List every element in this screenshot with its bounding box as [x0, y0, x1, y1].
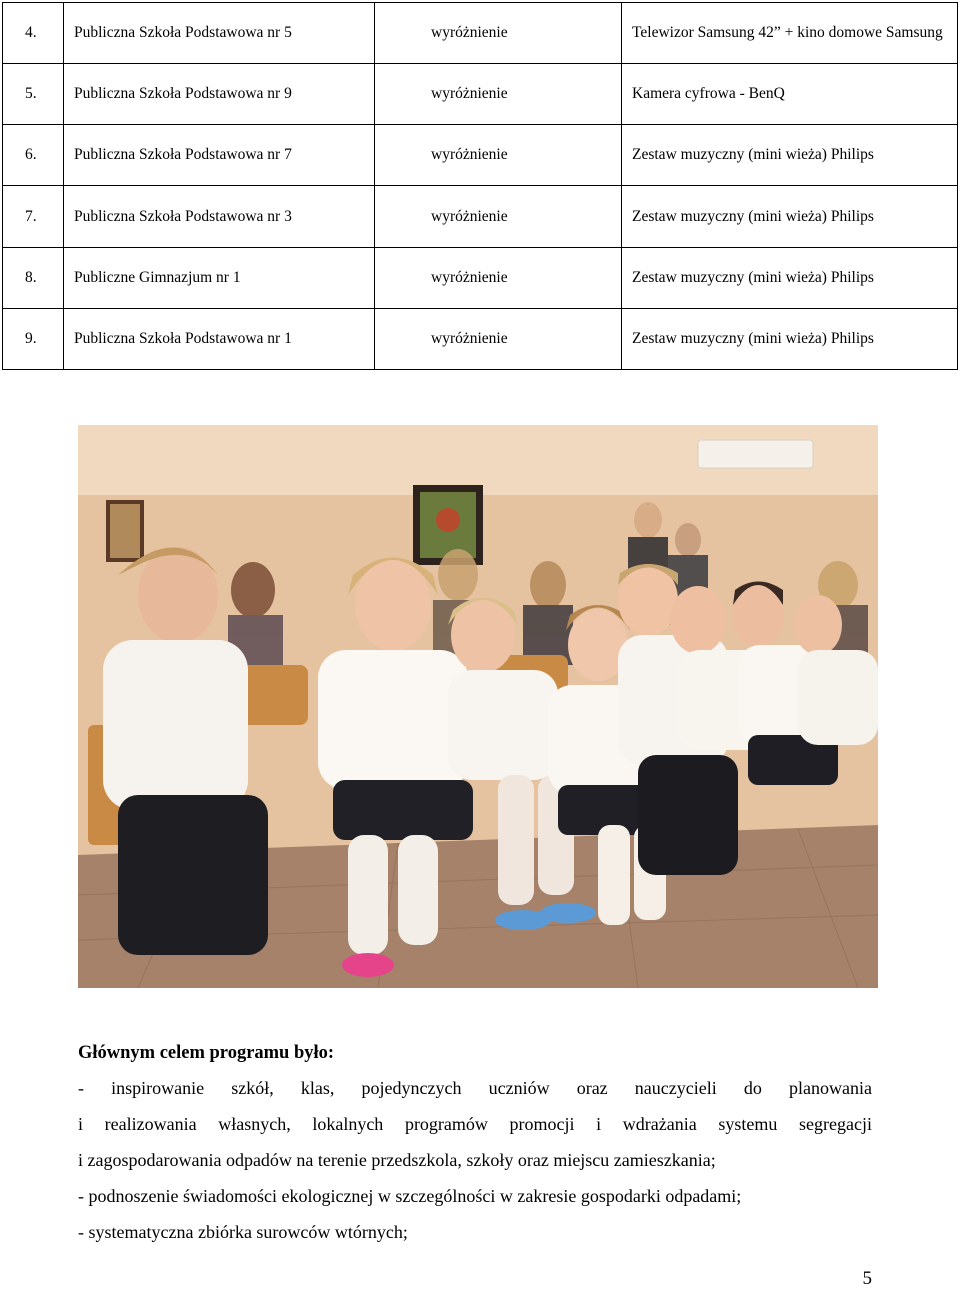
- school-name: Publiczna Szkoła Podstawowa nr 5: [64, 3, 375, 64]
- table-row: [3, 186, 958, 247]
- children-seated-photo-illustration: [78, 425, 878, 988]
- program-goals: [78, 1038, 872, 1250]
- goal-line: i realizowania własnych, lokalnych programów promocji i wdrażania systemu segregacji: [78, 1114, 872, 1134]
- goal-line: - podnoszenie świadomości ekologicznej w szczególności w zakresie gospodarki odpadami;: [78, 1186, 742, 1206]
- goal-line: i zagospodarowania odpadów na terenie przedszkola, szkoły oraz miejscu zamieszkania;: [78, 1150, 716, 1170]
- award-type: wyróżnienie: [375, 3, 622, 64]
- row-number: 9.: [3, 308, 64, 369]
- table-row: [3, 125, 958, 186]
- goal-line: - systematyczna zbiórka surowców wtórnych;: [78, 1222, 408, 1242]
- table-row: [3, 64, 958, 125]
- school-name: Publiczna Szkoła Podstawowa nr 1: [64, 308, 375, 369]
- row-number: 8.: [3, 247, 64, 308]
- prize: Zestaw muzyczny (mini wieża) Philips: [622, 308, 958, 369]
- table-row: [3, 247, 958, 308]
- row-number: 5.: [3, 64, 64, 125]
- row-number: 4.: [3, 3, 64, 64]
- school-name: Publiczna Szkoła Podstawowa nr 9: [64, 64, 375, 125]
- award-type: wyróżnienie: [375, 186, 622, 247]
- awards-table: [2, 2, 958, 370]
- row-number: 7.: [3, 186, 64, 247]
- school-name: Publiczna Szkoła Podstawowa nr 7: [64, 125, 375, 186]
- prize: Zestaw muzyczny (mini wieża) Philips: [622, 186, 958, 247]
- row-number: 6.: [3, 125, 64, 186]
- award-type: wyróżnienie: [375, 308, 622, 369]
- prize: Telewizor Samsung 42” + kino domowe Samsung: [622, 3, 958, 64]
- table-row: [3, 3, 958, 64]
- school-name: Publiczna Szkoła Podstawowa nr 3: [64, 186, 375, 247]
- award-type: wyróżnienie: [375, 125, 622, 186]
- goal-line: - inspirowanie szkół, klas, pojedynczych uczniów oraz nauczycieli do planowania: [78, 1078, 872, 1098]
- prize: Kamera cyfrowa - BenQ: [622, 64, 958, 125]
- award-type: wyróżnienie: [375, 64, 622, 125]
- award-type: wyróżnienie: [375, 247, 622, 308]
- table-row: [3, 308, 958, 369]
- section-heading: Głównym celem programu było:: [78, 1043, 335, 1063]
- school-name: Publiczne Gimnazjum nr 1: [64, 247, 375, 308]
- event-photo: [78, 425, 878, 988]
- page-number: 5: [862, 1268, 872, 1289]
- prize: Zestaw muzyczny (mini wieża) Philips: [622, 247, 958, 308]
- prize: Zestaw muzyczny (mini wieża) Philips: [622, 125, 958, 186]
